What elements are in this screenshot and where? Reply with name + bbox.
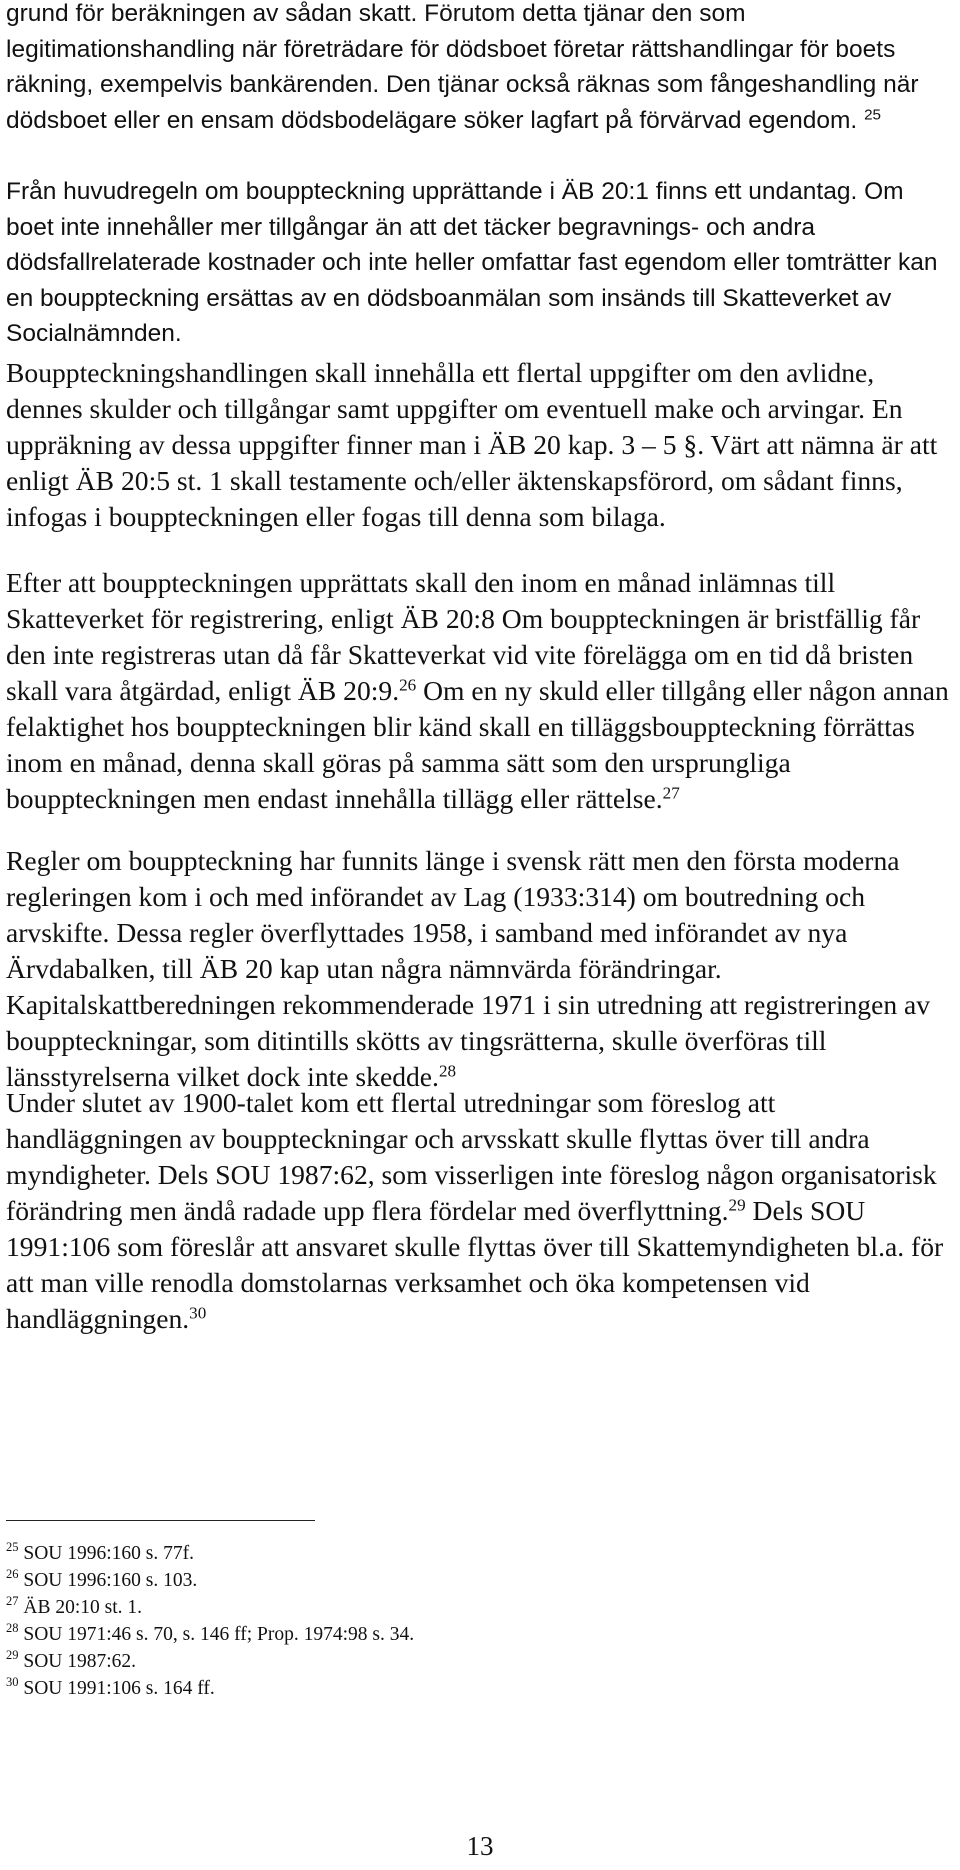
footnote-25 [6, 1540, 194, 1568]
page-number: 13 [466, 1831, 494, 1861]
footnote-29 [6, 1648, 136, 1676]
paragraph-1 [6, 0, 951, 138]
footnote-number: 25 [6, 1540, 19, 1554]
footnote-reference: 26 [399, 675, 417, 695]
footnote-reference: 30 [189, 1303, 207, 1323]
paragraph-text: Efter att bouppteckningen upprättats skall den inom en månad inlämnas till Skatteverket för registrering, enligt ÄB 20:8 Om bouppteckningen är bristfällig får den inte registreras utan då får Skatteverkat vid vite förelägga om en tid då bristen skall vara åtgärdad, enligt ÄB 20:9. [6, 567, 921, 706]
footnote-text: SOU 1991:106 s. 164 ff. [23, 1678, 215, 1699]
footnote-separator [6, 1520, 315, 1521]
footnote-text: SOU 1971:46 s. 70, s. 146 ff; Prop. 1974:98 s. 34. [23, 1624, 415, 1645]
footnote-30 [6, 1675, 215, 1703]
paragraph-text: Dels SOU 1991:106 som föreslår att ansvaret skulle flyttas över till Skattemyndigheten bl.a. för att man ville renodla domstolarnas verksamhet och öka kompetensen vid handläggningen. [6, 1195, 944, 1334]
paragraph-5 [6, 843, 951, 1095]
footnote-number: 30 [6, 1675, 19, 1689]
footnote-reference: 28 [438, 1061, 457, 1081]
paragraph-text: Om en ny skuld eller tillgång eller någon annan felaktighet hos bouppteckningen blir känd skall en tilläggsbouppteckning förrättas inom en månad, denna skall göras på samma sätt som den ursprungliga bouppteckningen men endast innehålla tillägg eller rättelse. [6, 675, 949, 814]
footnote-text: ÄB 20:10 st. 1. [23, 1597, 143, 1618]
paragraph-text: grund för beräkningen av sådan skatt. Förutom detta tjänar den som legitimationshandling när företrädare för dödsboet företar rättshandlingar för boets räkning, exempelvis bankärenden. Den tjänar också räknas som fångeshandling när dödsboet eller en ensam dödsbodelägare söker lagfart på förvärvad egendom. [6, 0, 919, 134]
footnote-27 [6, 1594, 142, 1622]
footnote-number: 27 [6, 1594, 19, 1608]
footnote-number: 26 [6, 1567, 19, 1581]
footnote-reference: 27 [662, 783, 680, 803]
footnote-28 [6, 1621, 414, 1649]
paragraph-6 [6, 1085, 951, 1337]
footnote-reference: 29 [728, 1195, 746, 1215]
paragraph-text: Från huvudregeln om bouppteckning upprättande i ÄB 20:1 finns ett undantag. Om boet inte innehåller mer tillgångar än att det täcker begravnings- och andra dödsfallrelaterade kostnader och inte heller omfattar fast egendom eller tomträtter kan en bouppteckning ersättas av en dödsboanmälan som insänds till Skatteverket av Socialnämnden. [6, 178, 938, 348]
footnote-26 [6, 1567, 197, 1595]
footnote-text: SOU 1996:160 s. 103. [23, 1570, 198, 1591]
paragraph-2 [6, 174, 951, 352]
paragraph-text: Bouppteckningshandlingen skall innehålla ett flertal uppgifter om den avlidne, dennes skulder och tillgångar samt uppgifter om eventuell make och arvingar. En uppräkning av dessa uppgifter finner man i ÄB 20 kap. 3 – 5 §. Värt att nämna är att enligt ÄB 20:5 st. 1 skall testamente och/eller äktenskapsförord, om sådant finns, infogas i bouppteckningen eller fogas till denna som bilaga. [6, 357, 938, 532]
footnote-number: 29 [6, 1648, 19, 1662]
footnote-text: SOU 1996:160 s. 77f. [23, 1543, 195, 1564]
footnote-reference: 25 [864, 106, 881, 124]
paragraph-text: Under slutet av 1900-talet kom ett flertal utredningar som föreslog att handläggningen av bouppteckningar och arvsskatt skulle flyttas över till andra myndigheter. Dels SOU 1987:62, som visserligen inte föreslog någon organisatorisk förändring men ändå radade upp flera fördelar med överflyttning. [6, 1087, 937, 1226]
footnote-number: 28 [6, 1621, 19, 1635]
paragraph-3 [6, 355, 951, 535]
footnote-text: SOU 1987:62. [23, 1651, 137, 1672]
paragraph-4 [6, 565, 951, 817]
paragraph-text: Regler om bouppteckning har funnits länge i svensk rätt men den första moderna regleringen kom i och med införandet av Lag (1933:314) om boutredning och arvskifte. Dessa regler överflyttades 1958, i samband med införandet av nya Ärvdabalken, till ÄB 20 kap utan några nämnvärda förändringar. Kapitalskattberedningen rekommenderade 1971 i sin utredning att registreringen av bouppteckningar, som ditintills skötts av tingsrätterna, skulle överföras till länsstyrelserna vilket dock inte skedde. [6, 845, 931, 1092]
